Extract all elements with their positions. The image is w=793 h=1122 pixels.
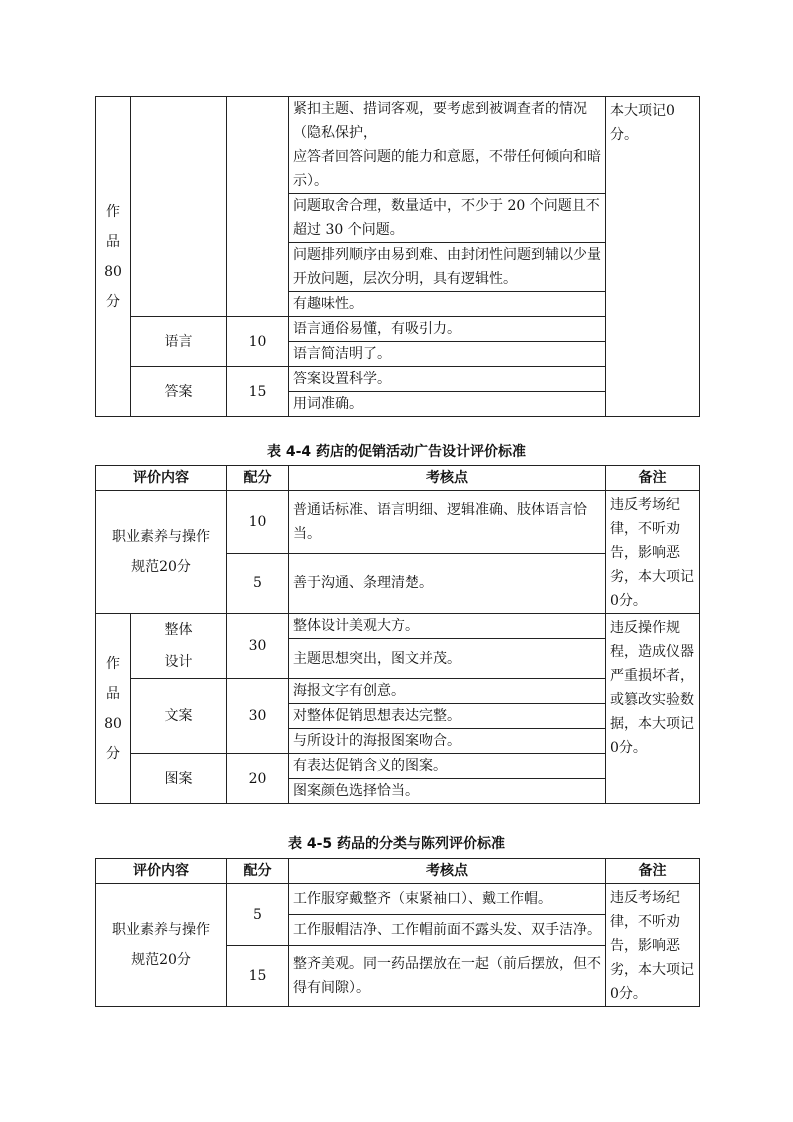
score-cell: 30 — [227, 679, 289, 754]
score-cell: 5 — [227, 884, 289, 946]
table-continuation — [95, 96, 700, 417]
section-label: 文案 — [131, 679, 227, 754]
score-cell: 10 — [227, 317, 289, 367]
table-4-4 — [95, 465, 700, 804]
check-point: 有趣味性。 — [289, 292, 606, 317]
section-label: 图案 — [131, 754, 227, 804]
check-point: 工作服帽洁净、工作帽前面不露头发、双手洁净。 — [289, 915, 606, 946]
header-score: 配分 — [227, 859, 289, 884]
score-cell: 15 — [227, 946, 289, 1007]
score-cell: 10 — [227, 491, 289, 554]
table-caption: 表 4-4 药店的促销活动广告设计评价标准 — [266, 444, 527, 460]
section-label: 语言 — [131, 317, 227, 367]
header-note: 备注 — [606, 859, 700, 884]
section-label: 答案 — [131, 367, 227, 417]
check-point: 整体设计美观大方。 — [289, 614, 606, 639]
check-point: 语言简洁明了。 — [289, 342, 606, 367]
section-label: 职业素养与操作 规范20分 — [96, 884, 227, 1007]
check-point: 答案设置科学。 — [289, 367, 606, 392]
category-cell: 作 品 80 分 — [96, 614, 131, 804]
empty-cell — [227, 97, 289, 317]
empty-cell — [131, 97, 227, 317]
note-cell: 本大项记0分。 — [606, 97, 700, 417]
check-point: 语言通俗易懂，有吸引力。 — [289, 317, 606, 342]
header-point: 考核点 — [289, 466, 606, 491]
score-cell: 15 — [227, 367, 289, 417]
check-point: 用词准确。 — [289, 392, 606, 417]
check-point: 整齐美观。同一药品摆放在一起（前后摆放，但不得有间隙）。 — [289, 946, 606, 1007]
score-cell: 30 — [227, 614, 289, 679]
check-point: 紧扣主题、措词客观，要考虑到被调查者的情况（隐私保护， 应答者回答问题的能力和意愿，不带任何倾向和暗示）。 — [289, 97, 606, 194]
check-point: 与所设计的海报图案吻合。 — [289, 729, 606, 754]
check-point: 有表达促销含义的图案。 — [289, 754, 606, 779]
section-label: 职业素养与操作 规范20分 — [96, 491, 227, 614]
check-point: 问题取舍合理，数量适中，不少于 20 个问题且不超过 30 个问题。 — [289, 194, 606, 243]
check-point: 主题思想突出，图文并茂。 — [289, 639, 606, 679]
header-content: 评价内容 — [96, 466, 227, 491]
check-point: 问题排列顺序由易到难、由封闭性问题到辅以少量开放问题，层次分明，具有逻辑性。 — [289, 243, 606, 292]
check-point: 对整体促销思想表达完整。 — [289, 704, 606, 729]
note-cell: 违反考场纪律，不听劝告，影响恶劣，本大项记0分。 — [606, 491, 700, 614]
header-point: 考核点 — [289, 859, 606, 884]
check-point: 普通话标准、语言明细、逻辑准确、肢体语言恰当。 — [289, 491, 606, 554]
score-cell: 5 — [227, 553, 289, 613]
note-cell: 违反考场纪律，不听劝告，影响恶劣，本大项记0分。 — [606, 884, 700, 1007]
table-caption: 表 4-5 药品的分类与陈列评价标准 — [287, 836, 506, 852]
check-point: 工作服穿戴整齐（束紧袖口）、戴工作帽。 — [289, 884, 606, 915]
header-content: 评价内容 — [96, 859, 227, 884]
section-label: 整体 设计 — [131, 614, 227, 679]
score-cell: 20 — [227, 754, 289, 804]
header-note: 备注 — [606, 466, 700, 491]
check-point: 海报文字有创意。 — [289, 679, 606, 704]
note-cell: 违反操作规程，造成仪器严重损坏者，或篡改实验数据，本大项记0分。 — [606, 614, 700, 804]
check-point: 图案颜色选择恰当。 — [289, 779, 606, 804]
check-point: 善于沟通、条理清楚。 — [289, 553, 606, 613]
table-4-5 — [95, 858, 700, 1007]
category-cell: 作品 80 分 — [96, 97, 131, 417]
header-score: 配分 — [227, 466, 289, 491]
